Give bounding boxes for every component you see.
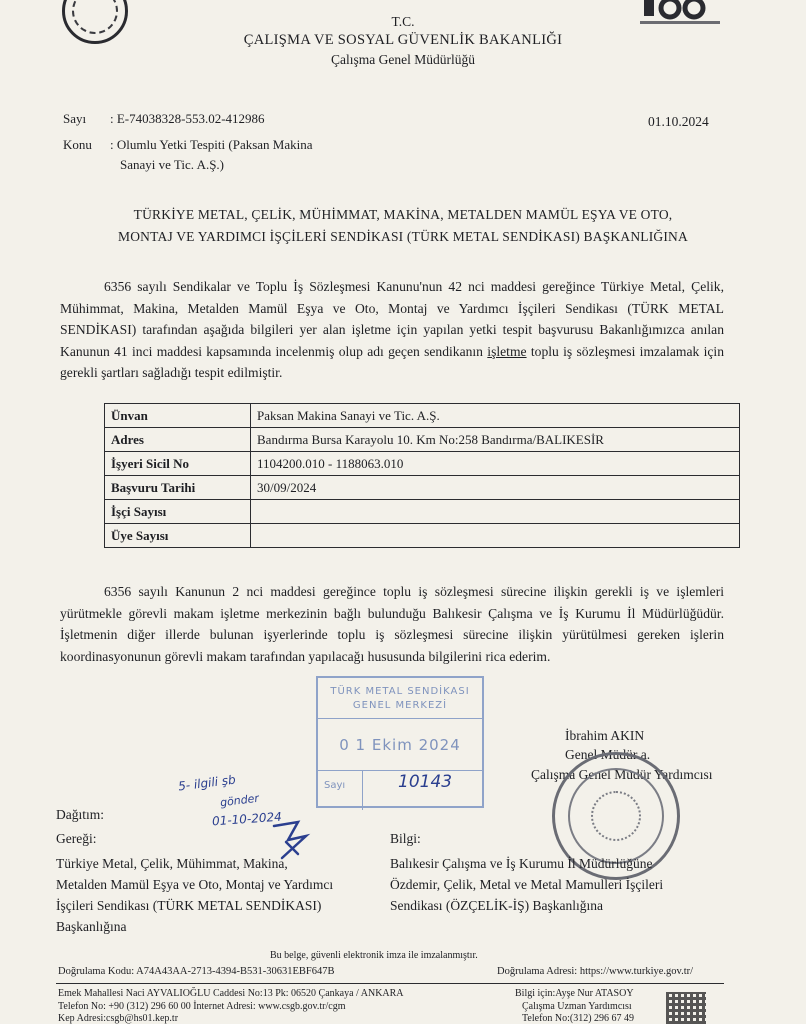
qr-code-icon xyxy=(666,992,706,1024)
bilgi-line-3: Sendikası (ÖZÇELİK-İŞ) Başkanlığına xyxy=(390,898,603,913)
address-line: Emek Mahallesi Naci AYVALIOĞLU Caddesi No:13 Pk: 06520 Çankaya / ANKARA xyxy=(58,988,404,999)
info-line-1: Bilgi için:Ayşe Nur ATASOY xyxy=(515,988,634,999)
handwritten-note-line-2: gönder xyxy=(219,791,260,810)
kep-line: Kep Adresi:csgb@hs01.kep.tr xyxy=(58,1013,179,1024)
konu-line-1: : Olumlu Yetki Tespiti (Paksan Makina xyxy=(110,137,313,152)
stamp-sayi-label: Sayı xyxy=(324,780,346,791)
handwritten-note-line-1: 5- ilgili şb xyxy=(177,772,237,794)
handwritten-note-line-3: 01-10-2024 xyxy=(211,809,283,829)
distribution-label: Dağıtım: xyxy=(56,807,104,822)
table-row: Ünvan Paksan Makina Sanayi ve Tic. A.Ş. xyxy=(105,404,740,428)
table-row: İşyeri Sicil No 1104200.010 - 1188063.010 xyxy=(105,452,740,476)
esign-note: Bu belge, güvenli elektronik imza ile imzalanmıştır. xyxy=(270,950,478,961)
table-row: İşçi Sayısı xyxy=(105,500,740,524)
verification-code: Doğrulama Kodu: A74A43AA-2713-4394-B531-30631EBF647B xyxy=(58,966,335,977)
geregi-line-4: Başkanlığına xyxy=(56,919,127,934)
signatory-title-1: Genel Müdür a. xyxy=(565,747,651,762)
phone-line: Telefon No: +90 (312) 296 60 00 İnternet Adresi: www.csgb.gov.tr/cgm xyxy=(58,1001,346,1012)
ministry-name: ÇALIŞMA VE SOSYAL GÜVENLİK BAKANLIĞI xyxy=(243,32,563,48)
stamp-hq: GENEL MERKEZİ xyxy=(352,700,448,711)
bilgi-label: Bilgi: xyxy=(390,831,421,846)
geregi-line-1: Türkiye Metal, Çelik, Mühimmat, Makina, xyxy=(56,856,288,871)
geregi-label: Gereği: xyxy=(56,831,97,846)
table-row: Adres Bandırma Bursa Karayolu 10. Km No:258 Bandırma/BALIKESİR xyxy=(105,428,740,452)
sayi-label: Sayı xyxy=(63,111,87,126)
signatory-name: İbrahim AKIN xyxy=(565,728,645,743)
bilgi-line-1: Balıkesir Çalışma ve İş Kurumu İl Müdürlüğüne xyxy=(390,856,653,871)
stamp-date: 0 1 Ekim 2024 xyxy=(339,736,461,754)
geregi-line-2: Metalden Mamül Eşya ve Oto, Montaj ve Yardımcı xyxy=(56,877,334,892)
sayi-value: : E-74038328-553.02-412986 xyxy=(110,111,265,126)
info-line-2: Çalışma Uzman Yardımcısı xyxy=(522,1001,632,1012)
signatory-title-2: Çalışma Genel Müdür Yardımcısı xyxy=(531,767,713,782)
stamp-union-name: TÜRK METAL SENDİKASI xyxy=(330,686,470,697)
underlined-word: işletme xyxy=(487,343,527,359)
table-row: Başvuru Tarihi 30/09/2024 xyxy=(105,476,740,500)
konu-label: Konu xyxy=(63,137,92,152)
business-info-table xyxy=(104,403,740,548)
document-date: 01.10.2024 xyxy=(648,114,709,129)
verification-address: Doğrulama Adresi: https://www.turkiye.gov.tr/ xyxy=(497,966,694,977)
info-line-3: Telefon No:(312) 296 67 49 xyxy=(522,1013,635,1024)
addressee-line-1: TÜRKİYE METAL, ÇELİK, MÜHİMMAT, MAKİNA, METALDEN MAMÜL EŞYA VE OTO, xyxy=(133,207,673,222)
table-row: Üye Sayısı xyxy=(105,524,740,548)
paragraph-1: 6356 sayılı Sendikalar ve Toplu İş Sözleşmesi Kanunu'nun 42 nci maddesi gereğince Türkiye Metal, Çelik, Mühimmat, Makina, Metalden Mamül Eşya ve Oto, Montaj ve Yardımcı İşçileri Sendikası (TÜRK METAL SENDİKASI) tarafından aşağıda bilgileri yer alan işletme için yapılan yetki tespit başvurusu Bakanlığımızca anılan Kanunun 41 inci maddesi kapsamında incelenmiş olup adı geçen sendikanın işletme toplu iş sözleşmesi imzalamak için gerekli şartları sağladığı tespit edilmiştir. xyxy=(60,279,724,380)
header-tc: T.C. xyxy=(391,14,415,29)
addressee-line-2: MONTAJ VE YARDIMCI İŞÇİLERİ SENDİKASI (TÜRK METAL SENDİKASI) BAŞKANLIĞINA xyxy=(118,229,688,244)
paragraph-2: 6356 sayılı Kanunun 2 nci maddesi gereğince toplu iş sözleşmesi sürecine ilişkin gerekli iş ve işlemleri yürütmekle görevli makam işletme merkezinin bağlı bulunduğu Balıkesir Çalışma ve İş Kurumu İl Müdürlüğüdür. İşletmenin diğer illerde bulunan işyerlerinde toplu iş sözleşmesi sürecine ilişkin yürütülmesi gereken işlerin koordinasyonunun görevli makam tarafından yapılacağı hususunda bilgilerini rica ederim. xyxy=(60,584,724,664)
stamp-handwritten-number: 10143 xyxy=(398,772,453,792)
bilgi-line-2: Özdemir, Çelik, Metal ve Metal Mamulleri İşçileri xyxy=(390,877,664,892)
directorate-name: Çalışma Genel Müdürlüğü xyxy=(331,52,475,67)
konu-line-2: Sanayi ve Tic. A.Ş.) xyxy=(120,157,225,172)
footer-divider xyxy=(56,983,724,984)
geregi-line-3: İşçileri Sendikası (TÜRK METAL SENDİKASI) xyxy=(56,898,322,913)
